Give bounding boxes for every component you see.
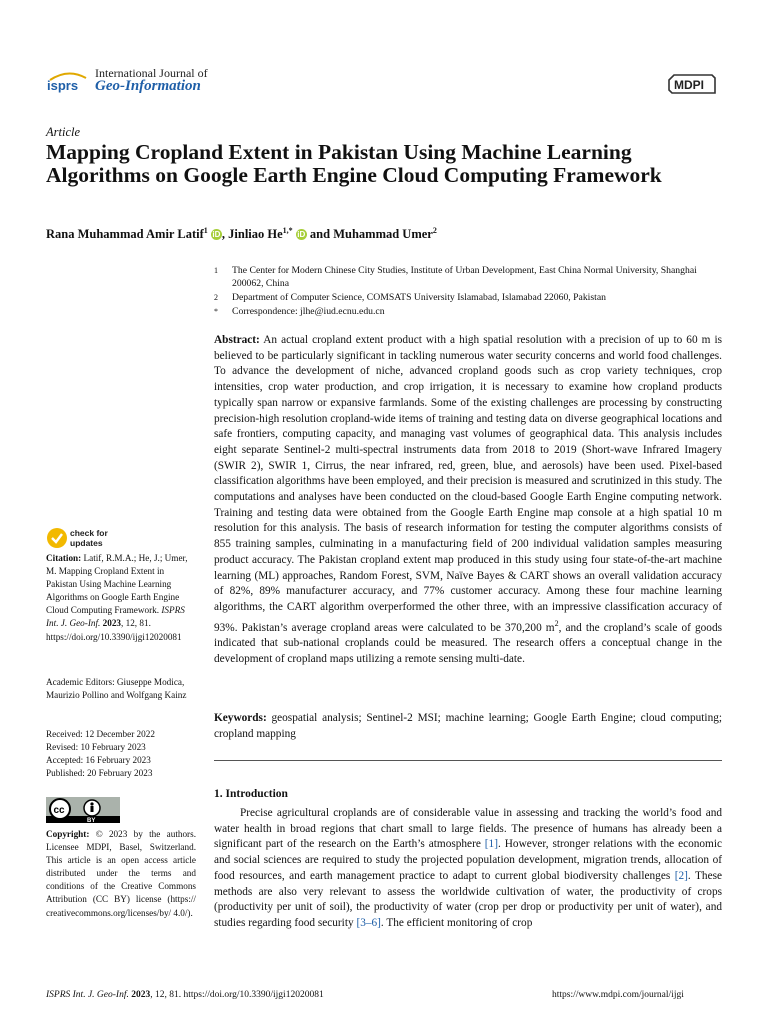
author-list [46, 226, 437, 242]
svg-text:cc: cc [53, 805, 65, 816]
isprs-logo [46, 70, 90, 94]
affiliations [214, 264, 724, 319]
date-received: Received: 12 December 2022 [46, 729, 155, 739]
date-published: Published: 20 February 2023 [46, 768, 153, 779]
date-accepted: Accepted: 16 February 2023 [46, 755, 151, 766]
cc-by-license-icon[interactable] [46, 797, 120, 823]
author-name: Rana Muhammad Amir Latif [46, 227, 204, 242]
publication-dates [46, 728, 196, 780]
footer-citation: ISPRS Int. J. Geo-Inf. 2023, 12, 81. https://doi.org/10.3390/ijgi12020081 [46, 990, 324, 1000]
affiliation-mark: 1,* [282, 226, 293, 235]
copyright-notice: Copyright: © 2023 by the authors. Licensee MDPI, Basel, Switzerland. This article is an open access article distributed under the terms and conditions of the Creative Commons Attribution (CC BY) license (https:// creativecommons.org/licenses/by/ 4.0/). [46, 829, 196, 918]
section-heading: 1. Introduction [214, 788, 288, 800]
journal-name-line1: International Journal of [95, 66, 208, 80]
journal-name-line2: Geo-Information [95, 78, 201, 94]
affiliation-item: 1 The Center for Modern Chinese City Studies, Institute of Urban Development, East China Normal University, Shanghai 200062, China [214, 265, 697, 289]
check-for-updates-label[interactable]: check for updates [70, 528, 108, 548]
footer-journal-url[interactable]: https://www.mdpi.com/journal/ijgi [552, 990, 684, 1000]
citation-link[interactable]: [1] [484, 838, 498, 851]
academic-editors: Academic Editors: Giuseppe Modica, Maurizio Pollino and Wolfgang Kainz [46, 677, 187, 701]
author-name: , Jinliao He [221, 227, 283, 242]
isprs-logo-text: isprs [47, 78, 79, 93]
mdpi-logo-text: MDPI [674, 78, 704, 92]
date-revised: Revised: 10 February 2023 [46, 742, 146, 753]
mdpi-logo [666, 72, 718, 96]
orcid-icon[interactable]: iD [297, 230, 306, 240]
affiliation-item: 2 Department of Computer Science, COMSATS University Islamabad, Islamabad 22060, Pakistan [214, 292, 606, 303]
check-for-updates-icon[interactable] [46, 527, 68, 549]
intro-paragraph: Precise agricultural croplands are of considerable value in assessing and tracking the world’s food and water health in broad regions that chart small to large fields. The presence of humans has already been a significant part of the research on the Earth’s atmosphere [1]. However, stronger relations with the economic and social sciences are required to study the projected population development, migration trends, allocation of food resources, and earth management practice to adapt to current global biodiversity challenges [2]. These methods are also very relevant to assess the worldwide cultivation of water, the productivity of crops (productivity per unit of soil), the productivity of water (crop per drop or productivity per unit of water), and studies regarding food security [3–6]. The efficient monitoring of crop [214, 807, 722, 929]
abstract: Abstract: An actual cropland extent product with a high spatial resolution with a precision of up to 60 m is believed to be particularly significant in tackling numerous water security concerns and world food challenges. To advance the development of niche, advanced cropland goods such as crop variety techniques, crop intensities, crop water production, and crop irrigation, it is necessary to examine how cropland products typically span narrow or expansive farmlands. Some of the existing challenges are processing by constructing precision-high resolution cropland-wide items of training and testing data on diverse geographical locations and safe frontiers, computing capacity, and managing vast volumes of geographical data. This analysis includes eight separate Sentinel-2 multi-spectral instruments data from 2018 to 2019 (Short-wave Infrared Imagery (SWIR 2), SWIR 1, Cirrus, the near infrared, red, green, blue, and aerosols) have been used. Pixel-based classification algorithms have been employed, and their precision is measured and scrutinized in this study. The computations and analyses have been conducted on the cloud-based Google Earth Engine computing network. Training and testing data were obtained from the Google Earth Engine map console at a high spatial 10 m resolution for this analysis. The basis of research information for testing the computer algorithms consists of 855 training samples, culminating in a manufacturing field of 200 individual validation samples measuring product accuracy. The Pakistan cropland extent map produced in this study using four state-of-the-art machine learning (ML) approaches, Random Forest, SVM, Naïve Bayes & CART shows an overall validation accuracy of 82%, 89% manufacturer accuracy, and 77% customer accuracy. Among these four machine learning algorithms, the CART algorithm overperformed the other three, with an impressive classification accuracy of 93%. Pakistan’s average cropland areas were calculated to be 370,200 $m^2$, and the cropland’s scale of goods indicated that sub-national croplands could be measured. The research offers a conceptual change in the development of cropland maps utilizing a remote sensing multi-date. [214, 334, 723, 665]
article-type: Article [46, 125, 81, 139]
keywords-label: Keywords: [214, 712, 267, 724]
cc-by-label: BY [87, 818, 96, 823]
affiliation-mark: 1 [203, 226, 208, 235]
abstract-label: Abstract: [214, 334, 260, 346]
keywords: Keywords: geospatial analysis; Sentinel-2 MSI; machine learning; Google Earth Engine; cloud computing; cropland mapping [214, 712, 723, 740]
author-name: and Muhammad Umer [306, 227, 433, 242]
citation-block: Citation: Latif, R.M.A.; He, J.; Umer, M. Mapping Cropland Extent in Pakistan Using Machine Learning Algorithms on Google Earth Engine Cloud Computing Framework. ISPRS Int. J. Geo-Inf. 2023, 12, 81. https://doi.org/10.3390/ijgi12020081 [46, 553, 188, 642]
citation-link[interactable]: [3–6] [356, 916, 381, 929]
affiliation-mark: 2 [432, 226, 437, 235]
paper-title: Mapping Cropland Extent in Pakistan Using Machine Learning Algorithms on Google Earth Engine Cloud Computing Framework [46, 140, 662, 187]
orcid-icon[interactable]: iD [212, 230, 221, 240]
correspondence: * Correspondence: jlhe@iud.ecnu.edu.cn [214, 306, 385, 317]
citation-link[interactable]: [2] [674, 869, 688, 882]
section-divider [214, 760, 722, 761]
